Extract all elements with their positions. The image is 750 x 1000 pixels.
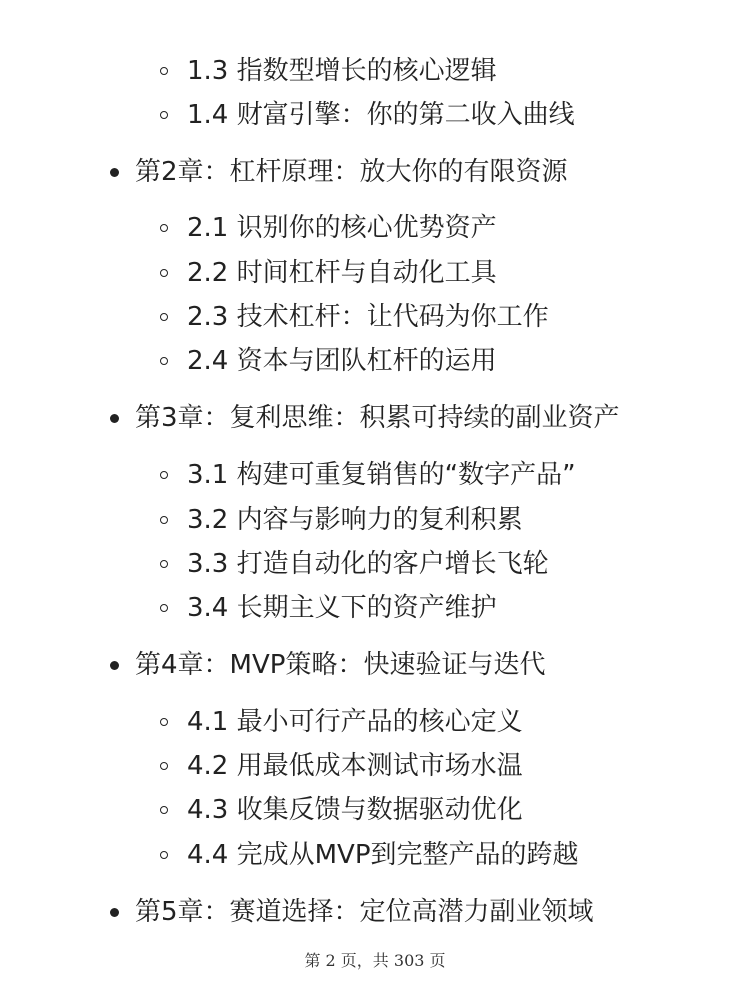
toc-section-3-2 bbox=[160, 500, 523, 540]
toc-section-3-1 bbox=[160, 455, 576, 495]
toc-section-label: 4.3 收集反馈与数据驱动优化 bbox=[187, 795, 523, 825]
toc-chapter-label: 第5章：赛道选择：定位高潜力副业领域 bbox=[135, 897, 594, 927]
circle-bullet-icon bbox=[160, 357, 168, 365]
toc-chapter-label: 第3章：复利思维：积累可持续的副业资产 bbox=[135, 403, 620, 433]
page-number-footer: 第 2 页，共 303 页 bbox=[304, 951, 446, 970]
toc-section-3-4 bbox=[160, 588, 497, 628]
disc-bullet-icon bbox=[110, 414, 119, 423]
toc-chapter-label: 第4章：MVP策略：快速验证与迭代 bbox=[135, 650, 546, 680]
circle-bullet-icon bbox=[160, 516, 168, 524]
toc-chapter-label: 第2章：杠杆原理：放大你的有限资源 bbox=[135, 157, 568, 187]
circle-bullet-icon bbox=[160, 604, 168, 612]
toc-section-2-3 bbox=[160, 297, 549, 337]
disc-bullet-icon bbox=[110, 908, 119, 917]
toc-section-2-4 bbox=[160, 341, 497, 381]
toc-section-2-1 bbox=[160, 208, 497, 248]
toc-section-3-3 bbox=[160, 544, 549, 584]
toc-section-label: 4.2 用最低成本测试市场水温 bbox=[187, 751, 523, 781]
disc-bullet-icon bbox=[110, 168, 119, 177]
toc-section-label: 4.4 完成从MVP到完整产品的跨越 bbox=[187, 840, 579, 870]
circle-bullet-icon bbox=[160, 313, 168, 321]
toc-section-1-4 bbox=[160, 95, 575, 135]
toc-section-4-2 bbox=[160, 746, 523, 786]
toc-section-label: 3.1 构建可重复销售的“数字产品” bbox=[187, 460, 576, 490]
circle-bullet-icon bbox=[160, 67, 168, 75]
toc-chapter-2 bbox=[110, 152, 568, 192]
toc-section-label: 4.1 最小可行产品的核心定义 bbox=[187, 707, 523, 737]
circle-bullet-icon bbox=[160, 471, 168, 479]
toc-section-label: 3.3 打造自动化的客户增长飞轮 bbox=[187, 549, 549, 579]
toc-section-label: 2.4 资本与团队杠杆的运用 bbox=[187, 346, 497, 376]
toc-section-4-3 bbox=[160, 790, 523, 830]
circle-bullet-icon bbox=[160, 560, 168, 568]
toc-section-label: 3.4 长期主义下的资产维护 bbox=[187, 593, 497, 623]
toc-chapter-3 bbox=[110, 398, 620, 438]
toc-section-4-4 bbox=[160, 835, 579, 875]
circle-bullet-icon bbox=[160, 111, 168, 119]
toc-section-label: 3.2 内容与影响力的复利积累 bbox=[187, 505, 523, 535]
circle-bullet-icon bbox=[160, 851, 168, 859]
circle-bullet-icon bbox=[160, 269, 168, 277]
toc-section-label: 2.3 技术杠杆：让代码为你工作 bbox=[187, 302, 549, 332]
toc-section-label: 2.1 识别你的核心优势资产 bbox=[187, 213, 497, 243]
toc-section-1-3 bbox=[160, 51, 497, 91]
toc-section-label: 1.3 指数型增长的核心逻辑 bbox=[187, 56, 497, 86]
toc-section-label: 1.4 财富引擎：你的第二收入曲线 bbox=[187, 100, 575, 130]
toc-section-4-1 bbox=[160, 702, 523, 742]
toc-chapter-5 bbox=[110, 892, 594, 932]
toc-chapter-4 bbox=[110, 645, 545, 685]
circle-bullet-icon bbox=[160, 224, 168, 232]
disc-bullet-icon bbox=[110, 661, 119, 670]
toc-section-label: 2.2 时间杠杆与自动化工具 bbox=[187, 258, 497, 288]
circle-bullet-icon bbox=[160, 718, 168, 726]
toc-section-2-2 bbox=[160, 253, 497, 293]
circle-bullet-icon bbox=[160, 806, 168, 814]
circle-bullet-icon bbox=[160, 762, 168, 770]
